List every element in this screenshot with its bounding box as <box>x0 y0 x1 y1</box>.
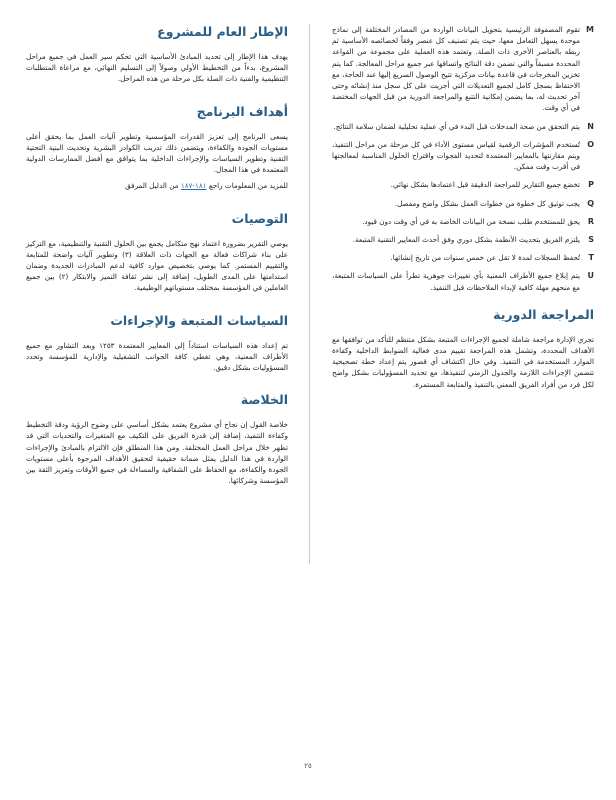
list-item <box>332 252 594 263</box>
item-text: تُحفظ السجلات لمدة لا تقل عن خمس سنوات من تاريخ إنشائها. <box>390 253 580 263</box>
lettered-list <box>332 24 594 293</box>
item-text: يلتزم الفريق بتحديث الأنظمة بشكل دوري وفق أحدث المعايير التقنية المتبعة. <box>352 235 580 245</box>
list-item <box>332 198 594 209</box>
item-marker: U <box>587 271 594 281</box>
section-paragraph: يوصي التقرير بضرورة اعتماد نهج متكامل يجمع بين الحلول التقنية والتنظيمية، مع التركيز على بناء شراكات فعالة مع الجهات ذات العلاقة (٣) وتطوير آليات واضحة للمتابعة والتقييم المستمر. كما يوصي بتخصيص موارد كافية لدعم المبادرات الجديدة وضمان استدامتها على المدى الطويل، إضافة إلى نشر ثقافة التميز والابتكار (٢) بين جميع العاملين في المؤسسة بمختلف مستوياتهم الوظيفية. <box>26 238 288 293</box>
reference-prefix: للمزيد من المعلومات راجع <box>208 181 288 191</box>
section-goals <box>26 104 288 192</box>
item-marker: Q <box>587 198 594 208</box>
item-text: يجب توثيق كل خطوة من خطوات العمل بشكل واضح ومفصل. <box>394 198 580 208</box>
section-recommendations <box>26 211 288 294</box>
item-marker: R <box>587 216 594 226</box>
left-column <box>26 24 288 505</box>
section-review <box>332 307 594 390</box>
section-paragraph: تجري الإدارة مراجعة شاملة لجميع الإجراءات المتبعة بشكل منتظم للتأكد من توافقها مع الأهداف المحددة، وتشمل هذه المراجعة تقييم مدى فعالية الضوابط الداخلية وكفاءة الموارد المستخدمة في التنفيذ. وفي حال اكتشاف أي قصور يتم إعداد خطة تصحيحية تتضمن الإجراءات اللازمة والجدول الزمني لتنفيذها، مع تحديد المسؤوليات بشكل واضح لكل فرد من أفراد الفريق المعني بالتنفيذ والمتابعة المستمرة. <box>332 334 594 389</box>
section-heading: التوصيات <box>231 210 288 226</box>
section-heading: الإطار العام للمشروع <box>157 24 288 39</box>
item-text: تُستخدم المؤشرات الرقمية لقياس مستوى الأداء في كل مرحلة من مراحل التنفيذ، ويتم مقارنتها بالمعايير المعتمدة لتحديد الفجوات واقتراح الحلول المناسبة لمعالجتها في أقرب وقت ممكن. <box>332 139 580 172</box>
section-policies <box>26 313 288 374</box>
item-text: يحق للمستخدم طلب نسخة من البيانات الخاصة به في أي وقت دون قيود. <box>362 216 580 226</box>
list-item <box>332 121 594 132</box>
item-marker: O <box>587 139 594 149</box>
item-marker: T <box>588 253 594 263</box>
item-marker: S <box>588 235 594 245</box>
section-heading: الخلاصة <box>240 392 288 408</box>
list-item <box>332 24 594 114</box>
page-number: ٢٥ <box>304 762 312 770</box>
item-text: يتم إبلاغ جميع الأطراف المعنية بأي تغييرات جوهرية تطرأ على السياسات المتبعة، مع منحهم مهلة كافية لإبداء الملاحظات قبل التنفيذ. <box>332 271 580 292</box>
item-text: تخضع جميع التقارير للمراجعة الدقيقة قبل اعتمادها بشكل نهائي. <box>390 180 580 190</box>
section-heading: المراجعة الدورية <box>493 306 594 322</box>
list-item <box>332 270 594 292</box>
list-item <box>332 234 594 245</box>
section-paragraph: تم إعداد هذه السياسات استناداً إلى المعايير المعتمدة ١٢٥٣ وبعد التشاور مع جميع الأطراف المعنية، وهي تغطي كافة الجوانب التشغيلية والإدارية للمؤسسة وتحدد المسؤوليات بشكل دقيق. <box>26 340 288 373</box>
section-paragraph: يسعى البرنامج إلى تعزيز القدرات المؤسسية وتطوير آليات العمل بما يحقق أعلى مستويات الجودة والكفاءة، ويتضمن ذلك تدريب الكوادر البشرية وتحديث البنية التحتية التقنية وتطوير السياسات والإجراءات الداخلية بما يتوافق مع أفضل الممارسات الدولية المعتمدة في هذا المجال. <box>26 131 288 175</box>
list-item <box>332 179 594 190</box>
section-paragraph: خلاصة القول إن نجاح أي مشروع يعتمد بشكل أساسي على وضوح الرؤية ودقة التخطيط وكفاءة التنفيذ، إضافة إلى قدرة الفريق على التكيف مع المتغيرات والتحديات التي قد تظهر خلال مراحل العمل المختلفة. ومن هذا المنطلق فإن الالتزام بالمبادئ والإجراءات الواردة في هذا الدليل يمثل ضمانة حقيقية لتحقيق الأهداف المرجوة بأعلى مستويات الجودة والكفاءة، مع الحفاظ على الشفافية والمساءلة في جميع الأوقات وتعزيز الثقة بين المؤسسة وشركائها. <box>26 420 288 486</box>
list-item <box>332 216 594 227</box>
item-text: تقوم المصفوفة الرئيسية بتحويل البيانات الواردة من المصادر المختلفة إلى نماذج موحدة يسهل التعامل معها، حيث يتم تصنيف كل عنصر وفقاً لخصائصه الأساسية ثم ربطه بالعناصر الأخرى ذات الصلة. وتعتمد هذه العملية على مجموعة من القواعد المحددة مسبقاً والتي تضمن دقة النتائج واتساقها عبر جميع مراحل المعالجة. كما يتم تخزين المخرجات في قاعدة بيانات مركزية تتيح الوصول السريع إليها عند الحاجة، مع الاحتفاظ بسجل كامل لجميع التعديلات التي أجريت على كل سجل منذ إنشائه وحتى آخر تحديث له، بما يضمن إمكانية التتبع والمراجعة الدورية من قبل الجهات المختصة في أي وقت. <box>332 25 580 113</box>
column-divider <box>309 24 310 564</box>
item-text: يتم التحقق من صحة المدخلات قبل البدء في أي عملية تحليلية لضمان سلامة النتائج. <box>333 121 580 131</box>
item-marker: P <box>588 180 594 190</box>
item-marker: N <box>587 121 594 131</box>
reference-suffix: من الدليل المرفق <box>125 181 179 191</box>
list-item <box>332 139 594 173</box>
reference-line <box>26 180 288 191</box>
right-column <box>332 24 594 409</box>
section-heading: أهداف البرنامج <box>196 103 288 119</box>
reference-link[interactable]: ١٨١-١٨٧ <box>180 181 207 191</box>
section-conclusion <box>26 392 288 486</box>
item-marker: M <box>586 25 594 34</box>
section-paragraph: يهدف هذا الإطار إلى تحديد المبادئ الأساسية التي تحكم سير العمل في جميع مراحل المشروع، بدءاً من التخطيط الأولي وصولاً إلى التسليم النهائي، مع مراعاة المتطلبات التنظيمية والفنية ذات الصلة بكل مرحلة من هذه المراحل. <box>26 52 288 84</box>
section-framework <box>26 24 288 85</box>
section-heading: السياسات المتبعة والإجراءات <box>110 312 288 328</box>
